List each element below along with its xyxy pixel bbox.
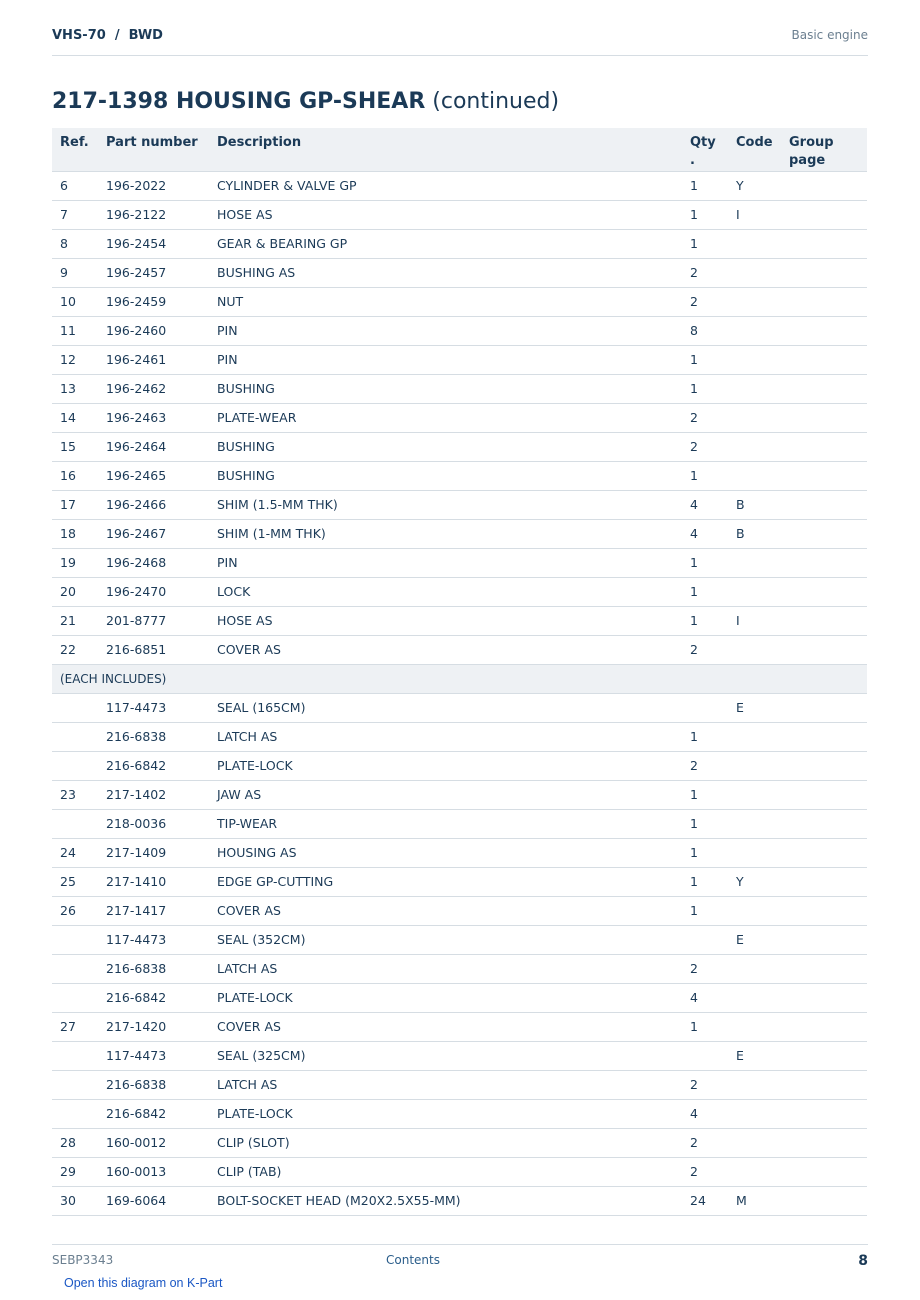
code-cell [728,287,781,316]
ref-cell: 6 [52,171,98,200]
part-number-cell: 201-8777 [98,606,209,635]
qty-cell: 2 [682,1128,728,1157]
qty-cell: 1 [682,1012,728,1041]
table-row [52,896,867,925]
table-row [52,345,867,374]
table-row [52,838,867,867]
description-cell: HOSE AS [209,200,682,229]
qty-cell: 2 [682,1070,728,1099]
table-row [52,287,867,316]
group-page-cell [781,954,867,983]
description-cell: PIN [209,548,682,577]
parts-table-body [52,171,867,1215]
code-cell: I [728,606,781,635]
part-number-cell: 217-1402 [98,780,209,809]
description-cell: LOCK [209,577,682,606]
description-cell: HOUSING AS [209,838,682,867]
qty-cell: 2 [682,954,728,983]
description-cell: EDGE GP-CUTTING [209,867,682,896]
code-cell [728,229,781,258]
code-cell [728,838,781,867]
col-header-description: Description [209,128,682,171]
description-cell: TIP-WEAR [209,809,682,838]
code-cell: I [728,200,781,229]
code-cell [728,548,781,577]
part-number-cell: 160-0012 [98,1128,209,1157]
note-cell: (EACH INCLUDES) [52,664,867,693]
col-header-ref: Ref. [52,128,98,171]
table-row [52,693,867,722]
col-header-group-page: Group page [781,128,867,171]
part-number-cell: 160-0013 [98,1157,209,1186]
code-cell [728,374,781,403]
part-number-cell: 196-2463 [98,403,209,432]
part-number-cell: 216-6838 [98,954,209,983]
group-page-cell [781,403,867,432]
part-number-cell: 196-2460 [98,316,209,345]
part-number-cell: 216-6851 [98,635,209,664]
ref-cell: 23 [52,780,98,809]
ref-cell: 7 [52,200,98,229]
part-number-cell: 218-0036 [98,809,209,838]
qty-cell: 1 [682,461,728,490]
table-row [52,490,867,519]
table-row [52,1070,867,1099]
ref-cell: 14 [52,403,98,432]
code-cell [728,954,781,983]
code-cell [728,577,781,606]
code-cell: Y [728,171,781,200]
ref-cell: 10 [52,287,98,316]
part-number-cell: 196-2022 [98,171,209,200]
group-page-cell [781,1186,867,1215]
group-page-cell [781,693,867,722]
description-cell: BUSHING [209,374,682,403]
group-title: 217-1398 HOUSING GP-SHEAR [52,89,426,114]
description-cell: BUSHING AS [209,258,682,287]
group-page-cell [781,925,867,954]
qty-cell: 1 [682,722,728,751]
description-cell: COVER AS [209,1012,682,1041]
description-cell: SEAL (352CM) [209,925,682,954]
group-page-cell [781,1012,867,1041]
qty-cell: 1 [682,345,728,374]
description-cell: PIN [209,345,682,374]
section-label: Basic engine [791,28,868,42]
ref-cell [52,954,98,983]
ref-cell: 11 [52,316,98,345]
group-page-cell [781,867,867,896]
table-row [52,1157,867,1186]
ref-cell: 26 [52,896,98,925]
table-row [52,432,867,461]
ref-cell: 16 [52,461,98,490]
qty-cell: 1 [682,200,728,229]
code-cell [728,258,781,287]
ref-cell [52,693,98,722]
description-cell: PIN [209,316,682,345]
qty-cell: 1 [682,780,728,809]
page-header [52,28,868,56]
model-breadcrumb: VHS-70 / BWD [52,28,163,43]
description-cell: PLATE-LOCK [209,983,682,1012]
ref-cell [52,1099,98,1128]
group-page-cell [781,838,867,867]
part-number-cell: 196-2457 [98,258,209,287]
group-page-cell [781,287,867,316]
page-number: 8 [858,1253,868,1269]
ref-cell: 18 [52,519,98,548]
part-number-cell: 196-2461 [98,345,209,374]
qty-cell: 1 [682,374,728,403]
code-cell [728,461,781,490]
ref-cell [52,1041,98,1070]
group-page-cell [781,722,867,751]
table-row [52,577,867,606]
code-cell [728,432,781,461]
title-suffix: (continued) [432,89,560,114]
table-row [52,316,867,345]
table-row [52,780,867,809]
description-cell: PLATE-WEAR [209,403,682,432]
table-row [52,519,867,548]
ref-cell: 20 [52,577,98,606]
description-cell: SEAL (165CM) [209,693,682,722]
table-note-row [52,664,867,693]
group-page-cell [781,809,867,838]
ref-cell: 29 [52,1157,98,1186]
qty-cell: 4 [682,519,728,548]
code-cell: B [728,519,781,548]
code-cell: E [728,693,781,722]
table-row [52,954,867,983]
code-cell [728,722,781,751]
table-row [52,229,867,258]
part-number-cell: 117-4473 [98,1041,209,1070]
part-number-cell: 216-6842 [98,1099,209,1128]
code-cell [728,780,781,809]
code-cell [728,751,781,780]
table-row [52,867,867,896]
ref-cell: 8 [52,229,98,258]
ref-cell: 21 [52,606,98,635]
ref-cell [52,751,98,780]
part-number-cell: 196-2470 [98,577,209,606]
group-page-cell [781,751,867,780]
qty-cell: 2 [682,635,728,664]
part-number-cell: 117-4473 [98,925,209,954]
group-page-cell [781,432,867,461]
part-number-cell: 196-2454 [98,229,209,258]
ref-cell: 24 [52,838,98,867]
qty-cell [682,693,728,722]
code-cell: B [728,490,781,519]
part-number-cell: 196-2467 [98,519,209,548]
table-row [52,1186,867,1215]
part-number-cell: 217-1409 [98,838,209,867]
open-in-kpart-link[interactable]: Open this diagram on K-Part [64,1276,223,1290]
table-row [52,635,867,664]
ref-cell: 25 [52,867,98,896]
qty-cell: 2 [682,287,728,316]
table-row [52,751,867,780]
parts-table [52,128,867,1216]
part-number-cell: 217-1417 [98,896,209,925]
description-cell: NUT [209,287,682,316]
group-page-cell [781,490,867,519]
qty-cell: 2 [682,751,728,780]
qty-cell: 4 [682,1099,728,1128]
qty-cell: 2 [682,1157,728,1186]
qty-cell: 4 [682,983,728,1012]
qty-cell: 2 [682,403,728,432]
table-row [52,1128,867,1157]
qty-cell: 1 [682,171,728,200]
group-page-cell [781,635,867,664]
table-row [52,983,867,1012]
table-row [52,1099,867,1128]
ref-cell: 17 [52,490,98,519]
description-cell: LATCH AS [209,954,682,983]
description-cell: PLATE-LOCK [209,1099,682,1128]
ref-cell: 12 [52,345,98,374]
code-cell [728,1157,781,1186]
group-page-cell [781,200,867,229]
ref-cell [52,1070,98,1099]
code-cell: E [728,1041,781,1070]
group-page-cell [781,896,867,925]
part-number-cell: 117-4473 [98,693,209,722]
part-number-cell: 196-2465 [98,461,209,490]
col-header-code: Code [728,128,781,171]
group-page-cell [781,229,867,258]
description-cell: SEAL (325CM) [209,1041,682,1070]
description-cell: SHIM (1-MM THK) [209,519,682,548]
code-cell [728,1070,781,1099]
table-row [52,403,867,432]
qty-cell: 1 [682,606,728,635]
table-header-row [52,128,867,171]
code-cell [728,809,781,838]
qty-cell: 1 [682,838,728,867]
ref-cell: 13 [52,374,98,403]
group-page-cell [781,519,867,548]
col-header-part-number: Part number [98,128,209,171]
table-row [52,722,867,751]
description-cell: JAW AS [209,780,682,809]
part-number-cell: 196-2459 [98,287,209,316]
table-row [52,1012,867,1041]
code-cell [728,635,781,664]
description-cell: COVER AS [209,896,682,925]
ref-cell: 28 [52,1128,98,1157]
qty-cell: 1 [682,548,728,577]
table-row [52,548,867,577]
code-cell: Y [728,867,781,896]
ref-cell: 19 [52,548,98,577]
table-row [52,374,867,403]
ref-cell [52,983,98,1012]
group-page-cell [781,606,867,635]
part-number-cell: 196-2466 [98,490,209,519]
group-page-cell [781,548,867,577]
part-number-cell: 217-1420 [98,1012,209,1041]
qty-cell: 1 [682,867,728,896]
group-page-cell [781,316,867,345]
contents-link[interactable]: Contents [386,1253,440,1267]
ref-cell: 9 [52,258,98,287]
group-page-cell [781,345,867,374]
part-number-cell: 169-6064 [98,1186,209,1215]
qty-cell: 4 [682,490,728,519]
qty-cell: 1 [682,896,728,925]
description-cell: GEAR & BEARING GP [209,229,682,258]
part-number-cell: 216-6842 [98,983,209,1012]
description-cell: COVER AS [209,635,682,664]
table-row [52,171,867,200]
description-cell: LATCH AS [209,1070,682,1099]
qty-cell [682,1041,728,1070]
group-page-cell [781,983,867,1012]
col-header-qty: Qty . [682,128,728,171]
group-page-cell [781,374,867,403]
group-page-cell [781,1157,867,1186]
table-row [52,258,867,287]
group-page-cell [781,461,867,490]
part-number-cell: 196-2468 [98,548,209,577]
code-cell [728,896,781,925]
table-row [52,461,867,490]
ref-cell [52,925,98,954]
table-row [52,606,867,635]
code-cell [728,316,781,345]
ref-cell [52,809,98,838]
code-cell [728,983,781,1012]
qty-cell [682,925,728,954]
part-number-cell: 196-2464 [98,432,209,461]
group-page-cell [781,171,867,200]
qty-cell: 2 [682,432,728,461]
ref-cell: 30 [52,1186,98,1215]
group-page-cell [781,1099,867,1128]
table-row [52,200,867,229]
description-cell: BUSHING [209,461,682,490]
code-cell: E [728,925,781,954]
description-cell: BOLT-SOCKET HEAD (M20X2.5X55-MM) [209,1186,682,1215]
code-cell [728,1099,781,1128]
description-cell: PLATE-LOCK [209,751,682,780]
document-id: SEBP3343 [52,1253,114,1267]
part-number-cell: 216-6842 [98,751,209,780]
ref-cell: 22 [52,635,98,664]
table-row [52,1041,867,1070]
qty-cell: 8 [682,316,728,345]
qty-cell: 1 [682,229,728,258]
description-cell: CYLINDER & VALVE GP [209,171,682,200]
code-cell [728,403,781,432]
group-page-cell [781,1128,867,1157]
code-cell [728,1128,781,1157]
description-cell: SHIM (1.5-MM THK) [209,490,682,519]
group-page-cell [781,780,867,809]
description-cell: LATCH AS [209,722,682,751]
qty-cell: 2 [682,258,728,287]
qty-cell: 1 [682,809,728,838]
qty-cell: 24 [682,1186,728,1215]
part-number-cell: 196-2462 [98,374,209,403]
code-cell [728,1012,781,1041]
part-number-cell: 216-6838 [98,1070,209,1099]
group-page-cell [781,1041,867,1070]
code-cell: M [728,1186,781,1215]
group-page-cell [781,1070,867,1099]
description-cell: HOSE AS [209,606,682,635]
description-cell: BUSHING [209,432,682,461]
description-cell: CLIP (TAB) [209,1157,682,1186]
table-row [52,809,867,838]
part-number-cell: 217-1410 [98,867,209,896]
page-footer [52,1244,868,1275]
ref-cell: 27 [52,1012,98,1041]
code-cell [728,345,781,374]
ref-cell [52,722,98,751]
description-cell: CLIP (SLOT) [209,1128,682,1157]
part-number-cell: 196-2122 [98,200,209,229]
part-number-cell: 216-6838 [98,722,209,751]
table-row [52,925,867,954]
group-page-cell [781,577,867,606]
qty-cell: 1 [682,577,728,606]
ref-cell: 15 [52,432,98,461]
group-page-cell [781,258,867,287]
page-title [52,89,559,114]
